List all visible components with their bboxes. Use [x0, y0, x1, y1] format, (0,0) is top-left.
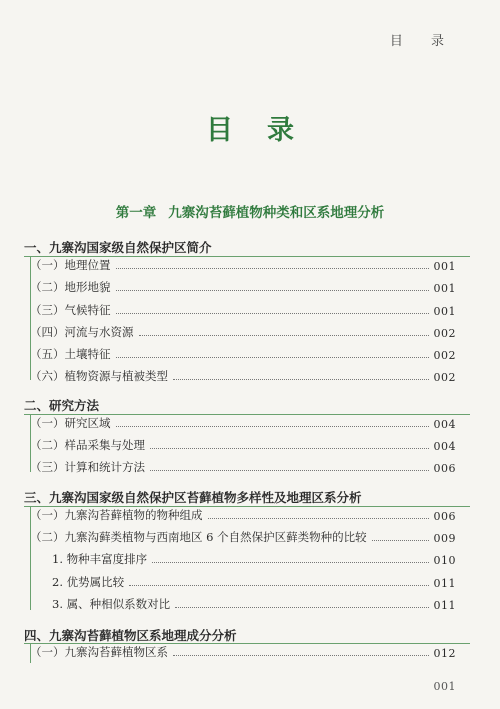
- toc-entry-page: 002: [433, 349, 456, 362]
- toc-entry-label: 3. 属、种相似系数对比: [52, 597, 171, 611]
- toc-entry-label: （二）地形地貌: [30, 280, 111, 294]
- toc-entry-page: 002: [433, 327, 456, 340]
- toc-entry[interactable]: [30, 300, 456, 318]
- toc-entry[interactable]: [30, 505, 456, 523]
- toc-entry-label: （一）研究区域: [30, 416, 111, 430]
- toc-entry-page: 001: [433, 260, 456, 273]
- toc-entry-label: （三）计算和统计方法: [30, 460, 145, 474]
- section-heading: 三、九寨沟国家级自然保护区苔藓植物多样性及地理区系分析: [24, 490, 362, 505]
- toc-entry[interactable]: [52, 549, 456, 567]
- toc-entry[interactable]: [30, 366, 456, 384]
- toc-entry-label: （一）地理位置: [30, 258, 111, 272]
- toc-entry[interactable]: [30, 255, 456, 273]
- chapter-title: 九寨沟苔藓植物种类和区系地理分析: [168, 205, 385, 221]
- toc-entry-page: 006: [433, 510, 456, 523]
- section-heading: 一、九寨沟国家级自然保护区简介: [24, 240, 212, 255]
- running-head: 目 录: [389, 34, 456, 49]
- section-heading: 二、研究方法: [24, 398, 100, 413]
- toc-entry-page: 011: [433, 599, 456, 612]
- toc-entry[interactable]: [30, 457, 456, 475]
- toc-entry-page: 004: [433, 418, 456, 431]
- toc-entry[interactable]: [30, 527, 456, 545]
- toc-entry[interactable]: [52, 572, 456, 590]
- toc-entry-label: （五）土壤特征: [30, 347, 111, 361]
- toc-entry[interactable]: [30, 277, 456, 295]
- chapter-number: 第一章: [115, 205, 157, 221]
- toc-entry-label: （二）九寨沟藓类植物与西南地区 6 个自然保护区藓类物种的比较: [30, 530, 367, 544]
- toc-entry-label: （二）样品采集与处理: [30, 438, 145, 452]
- toc-entry-page: 002: [433, 371, 456, 384]
- toc-entry-page: 011: [433, 577, 456, 590]
- toc-entry-page: 001: [433, 282, 456, 295]
- toc-entry-page: 010: [433, 554, 456, 567]
- toc-entry-label: 1. 物种丰富度排序: [52, 552, 148, 566]
- toc-entry-page: 012: [433, 647, 456, 660]
- toc-entry-page: 001: [433, 305, 456, 318]
- toc-entry-label: （三）气候特征: [30, 303, 111, 317]
- toc-entry-label: （六）植物资源与植被类型: [30, 369, 168, 383]
- toc-entry[interactable]: [30, 344, 456, 362]
- chapter-heading: [0, 201, 500, 221]
- page-title: 目录: [206, 115, 328, 146]
- toc-entry[interactable]: [30, 435, 456, 453]
- section-heading: 四、九寨沟苔藓植物区系地理成分分析: [24, 628, 237, 643]
- toc-entry-label: （四）河流与水资源: [30, 325, 134, 339]
- toc-entry[interactable]: [30, 413, 456, 431]
- toc-entry-page: 004: [433, 440, 456, 453]
- toc-entry-label: 2. 优势属比较: [52, 575, 125, 589]
- toc-entry[interactable]: [30, 322, 456, 340]
- toc-entry-page: 006: [433, 462, 456, 475]
- toc-entry[interactable]: [30, 642, 456, 660]
- toc-entry-label: （一）九寨沟苔藓植物的物种组成: [30, 508, 203, 522]
- page-folio: 001: [433, 680, 456, 693]
- toc-entry-page: 009: [433, 532, 456, 545]
- toc-entry[interactable]: [52, 594, 456, 612]
- toc-entry-label: （一）九寨沟苔藓植物区系: [30, 645, 168, 659]
